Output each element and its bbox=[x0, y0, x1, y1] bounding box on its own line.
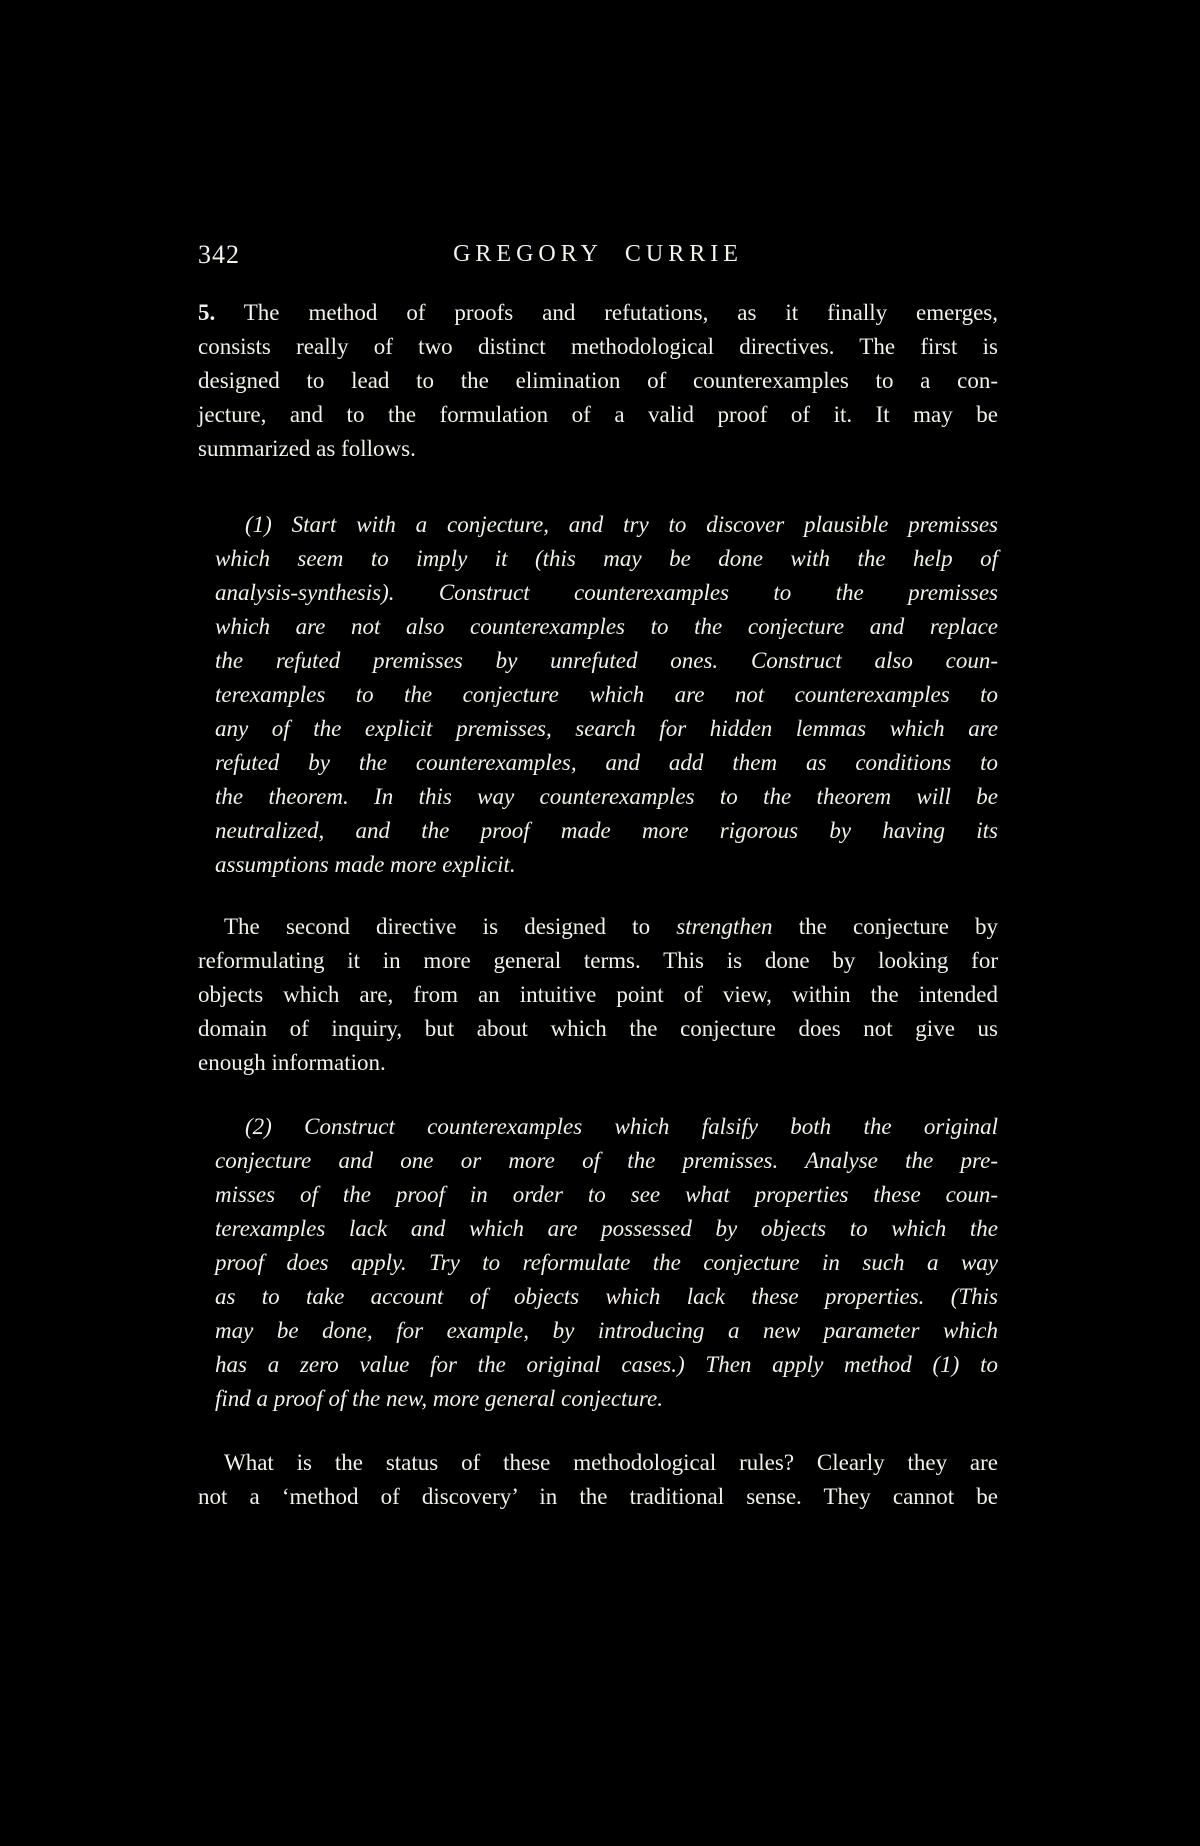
text-line: which seem to imply it (this may be done with the help of bbox=[215, 546, 998, 571]
text-line: terexamples lack and which are possessed by objects to which the bbox=[215, 1216, 998, 1241]
paragraph-section-5 bbox=[198, 296, 998, 466]
line-text: the conjecture by bbox=[772, 914, 999, 939]
text-line: assumptions made more explicit. bbox=[215, 852, 516, 877]
text-line: which are not also counterexamples to the conjecture and replace bbox=[215, 614, 998, 639]
page-header bbox=[198, 238, 998, 274]
text-line: may be done, for example, by introducing a new parameter which bbox=[215, 1318, 998, 1343]
text-line: any of the explicit premisses, search for hidden lemmas which are bbox=[215, 716, 998, 741]
text-line: consists really of two distinct methodological directives. The first is bbox=[198, 334, 998, 359]
text-line: designed to lead to the elimination of counterexamples to a con- bbox=[198, 368, 998, 393]
blockquote-method-1 bbox=[215, 508, 998, 882]
text-line: analysis-synthesis). Construct counterexamples to the premisses bbox=[215, 580, 998, 605]
text-line: conjecture and one or more of the premisses. Analyse the pre- bbox=[215, 1148, 998, 1173]
text-line: enough information. bbox=[198, 1050, 386, 1075]
text-line: as to take account of objects which lack these properties. (This bbox=[215, 1284, 998, 1309]
page-number: 342 bbox=[198, 240, 240, 269]
line-text: The method of proofs and refutations, as it finally emerges, bbox=[215, 300, 998, 325]
paragraph-second-directive bbox=[198, 910, 998, 1080]
text-line: jecture, and to the formulation of a valid proof of it. It may be bbox=[198, 402, 998, 427]
text-line: the theorem. In this way counterexamples to the theorem will be bbox=[215, 784, 998, 809]
line-text: The second directive is designed to bbox=[224, 914, 677, 939]
text-line: domain of inquiry, but about which the conjecture does not give us bbox=[198, 1016, 998, 1041]
text-line: refuted by the counterexamples, and add them as conditions to bbox=[215, 750, 998, 775]
blockquote-method-2 bbox=[215, 1110, 998, 1416]
text-line: find a proof of the new, more general conjecture. bbox=[215, 1386, 663, 1411]
text-line: What is the status of these methodological rules? Clearly they are bbox=[224, 1450, 998, 1475]
text-line: reformulating it in more general terms. This is done by looking for bbox=[198, 948, 998, 973]
text-line bbox=[198, 910, 998, 944]
paragraph-status-question bbox=[198, 1446, 998, 1514]
text-line bbox=[198, 296, 998, 330]
text-line: (2) Construct counterexamples which falsify both the original bbox=[245, 1114, 998, 1139]
text-line: misses of the proof in order to see what properties these coun- bbox=[215, 1182, 998, 1207]
text-line: objects which are, from an intuitive point of view, within the intended bbox=[198, 982, 998, 1007]
running-head: GREGORY CURRIE bbox=[453, 241, 743, 267]
text-line: neutralized, and the proof made more rigorous by having its bbox=[215, 818, 998, 843]
text-line: summarized as follows. bbox=[198, 436, 416, 461]
emphasis-word: strengthen bbox=[676, 914, 773, 939]
text-line: the refuted premisses by unrefuted ones. Construct also coun- bbox=[215, 648, 998, 673]
text-line: not a ‘method of discovery’ in the traditional sense. They cannot be bbox=[198, 1484, 998, 1509]
text-line: proof does apply. Try to reformulate the conjecture in such a way bbox=[215, 1250, 998, 1275]
text-line: terexamples to the conjecture which are not counterexamples to bbox=[215, 682, 998, 707]
text-line: has a zero value for the original cases.) Then apply method (1) to bbox=[215, 1352, 998, 1377]
section-number: 5. bbox=[198, 300, 216, 325]
text-line: (1) Start with a conjecture, and try to discover plausible premisses bbox=[245, 512, 998, 537]
